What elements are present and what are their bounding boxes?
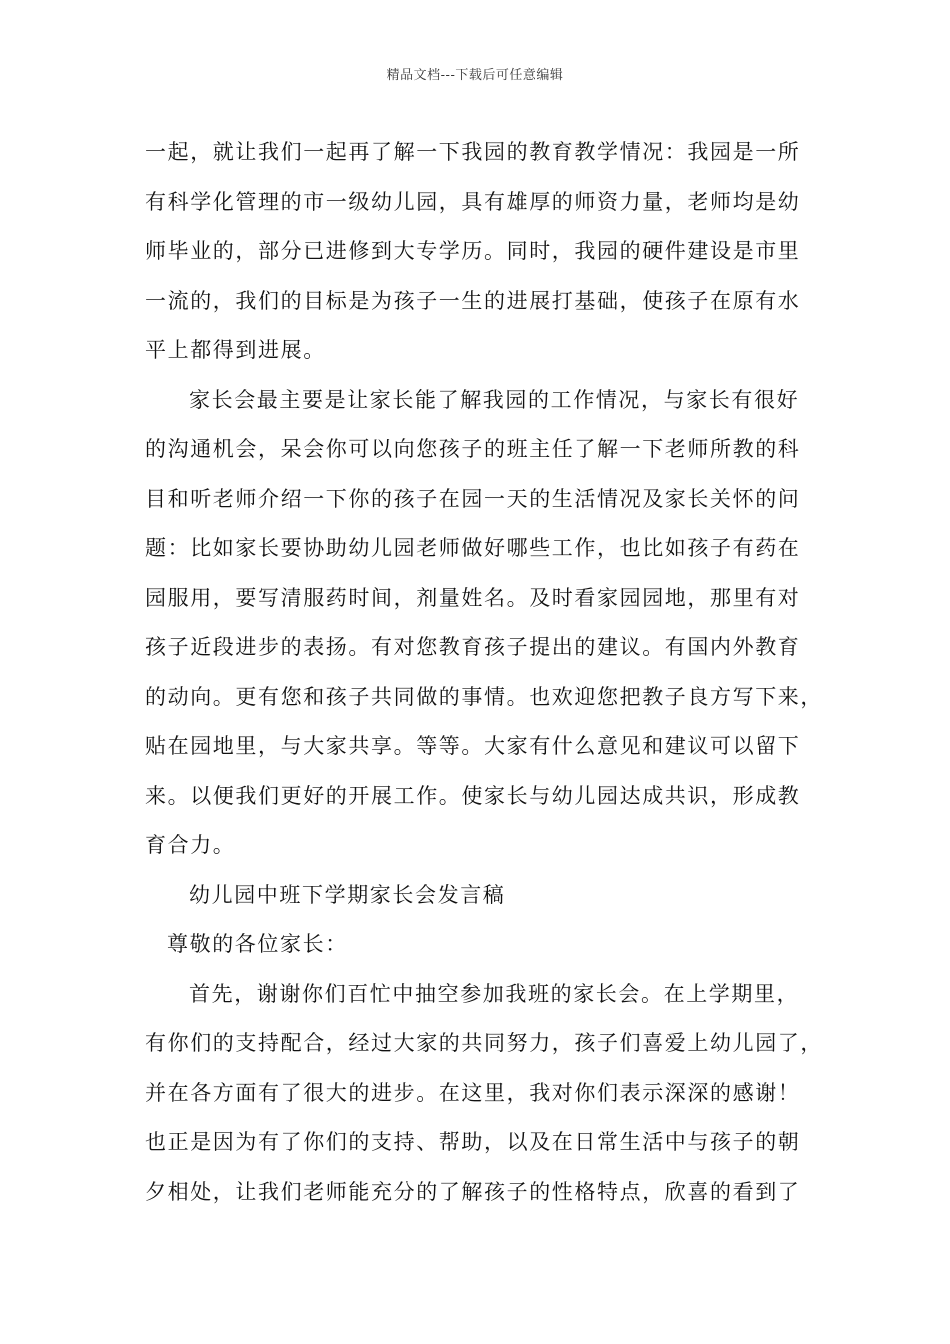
text-line: 育合力。 [145,833,236,857]
section-title: 幼儿园中班下学期家长会发言稿 [189,882,506,907]
text-line: 并在各方面有了很大的进步。在这里，我对你们表示深深的感谢！ [145,1080,801,1105]
text-line: 平上都得到进展。 [145,338,326,362]
page-header: 精品文档---下载后可任意编辑 [386,68,564,83]
text-line: 的沟通机会，呆会你可以向您孩子的班主任了解一下老师所教的科 [145,437,801,461]
salutation: 尊敬的各位家长： [167,932,348,956]
text-line: 夕相处，让我们老师能充分的了解孩子的性格特点，欣喜的看到了 [145,1179,801,1204]
text-line: 也正是因为有了你们的支持、帮助，以及在日常生活中与孩子的朝 [145,1130,801,1154]
paragraph-start: 家长会最主要是让家长能了解我园的工作情况，与家长有很好 [189,387,800,412]
text-line: 有你们的支持配合，经过大家的共同努力，孩子们喜爱上幼儿园了， [145,1031,823,1055]
text-line: 的动向。更有您和孩子共同做的事情。也欢迎您把教子良方写下来， [145,684,823,709]
text-line: 来。以便我们更好的开展工作。使家长与幼儿园达成共识，形成教 [145,783,801,808]
text-line: 一起，就让我们一起再了解一下我园的教育教学情况：我园是一所 [145,140,801,164]
text-line: 园服用，要写清服药时间，剂量姓名。及时看家园园地，那里有对 [145,585,801,610]
text-line: 孩子近段进步的表扬。有对您教育孩子提出的建议。有国内外教育 [145,635,801,659]
text-line: 有科学化管理的市一级幼儿园，具有雄厚的师资力量，老师均是幼 [145,189,801,214]
text-line: 师毕业的，部分已进修到大专学历。同时，我园的硬件建设是市里 [145,239,801,263]
text-line: 贴在园地里，与大家共享。等等。大家有什么意见和建议可以留下 [145,734,801,758]
text-line: 一流的，我们的目标是为孩子一生的进展打基础，使孩子在原有水 [145,288,801,313]
text-line: 目和听老师介绍一下你的孩子在园一天的生活情况及家长关怀的问 [145,486,801,511]
document-body [145,128,825,1217]
text-line: 题：比如家长要协助幼儿园老师做好哪些工作，也比如孩子有药在 [145,536,801,560]
paragraph-start: 首先，谢谢你们百忙中抽空参加我班的家长会。在上学期里， [189,981,800,1006]
